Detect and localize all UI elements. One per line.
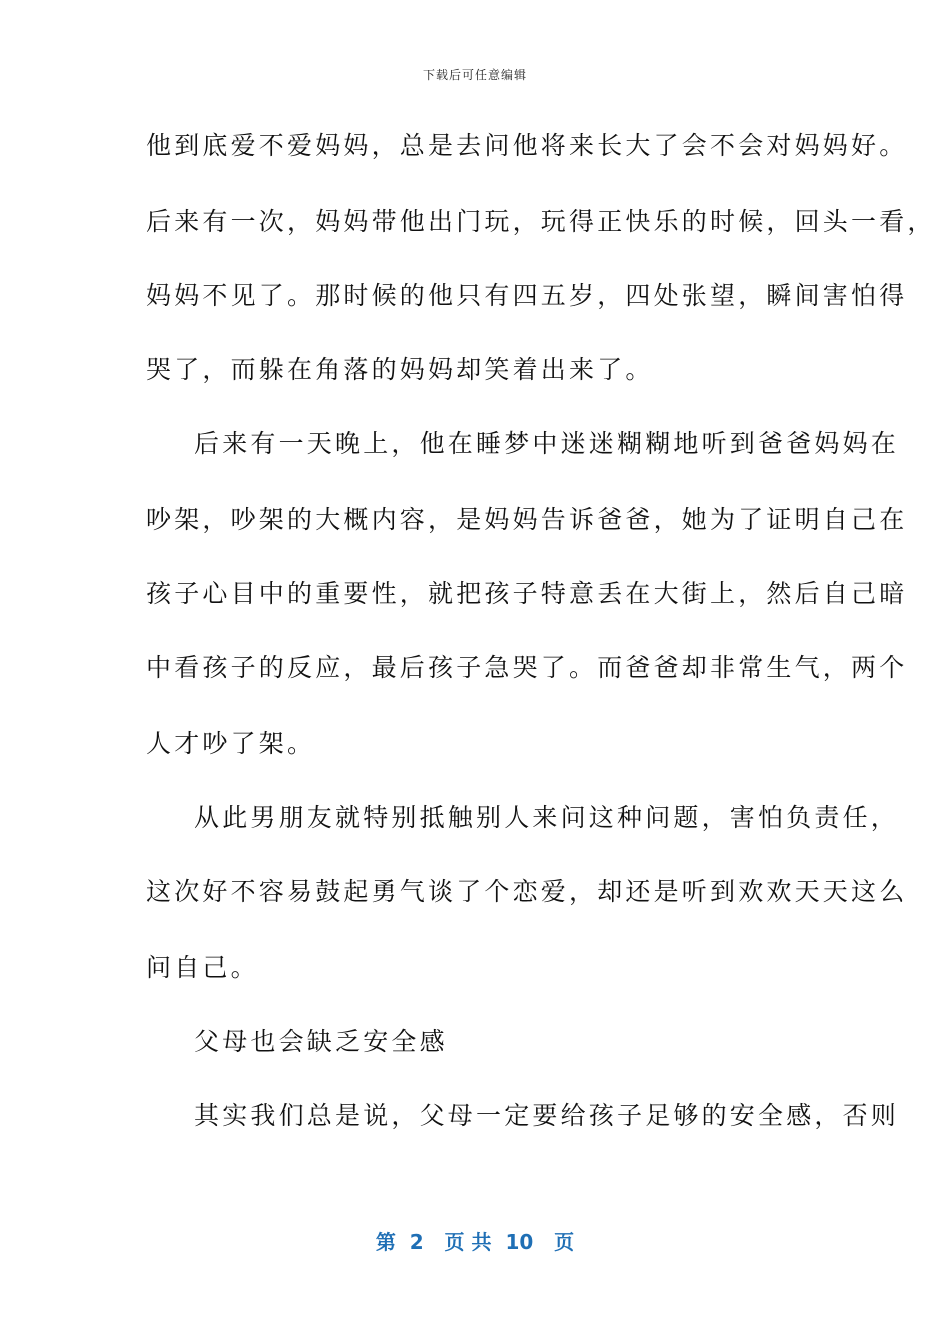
body-line: 从此男朋友就特别抵触别人来问这种问题，害怕负责任， <box>194 803 900 832</box>
body-line: 后来有一天晚上，他在睡梦中迷迷糊糊地听到爸爸妈妈在 <box>194 429 900 458</box>
page-number: 第 2 页 共 10 页 <box>375 1230 575 1254</box>
body-line: 其实我们总是说，父母一定要给孩子足够的安全感，否则 <box>194 1101 900 1130</box>
body-line: 孩子心目中的重要性，就把孩子特意丢在大街上，然后自己暗 <box>146 579 908 608</box>
body-line: 妈妈不见了。那时候的他只有四五岁，四处张望，瞬间害怕得 <box>146 281 908 310</box>
body-line: 后来有一次，妈妈带他出门玩，玩得正快乐的时候，回头一看， <box>146 207 936 236</box>
body-line: 他到底爱不爱妈妈，总是去问他将来长大了会不会对妈妈好。 <box>146 131 908 160</box>
section-heading: 父母也会缺乏安全感 <box>194 1027 448 1056</box>
body-line: 问自己。 <box>146 953 259 982</box>
page-header: 下载后可任意编辑 <box>422 68 527 82</box>
body-line: 人才吵了架。 <box>146 729 316 758</box>
body-line: 这次好不容易鼓起勇气谈了个恋爱，却还是听到欢欢天天这么 <box>146 877 908 906</box>
body-line: 中看孩子的反应，最后孩子急哭了。而爸爸却非常生气，两个 <box>146 653 908 682</box>
body-line: 吵架，吵架的大概内容，是妈妈告诉爸爸，她为了证明自己在 <box>146 505 908 534</box>
body-line: 哭了，而躲在角落的妈妈却笑着出来了。 <box>146 355 654 384</box>
